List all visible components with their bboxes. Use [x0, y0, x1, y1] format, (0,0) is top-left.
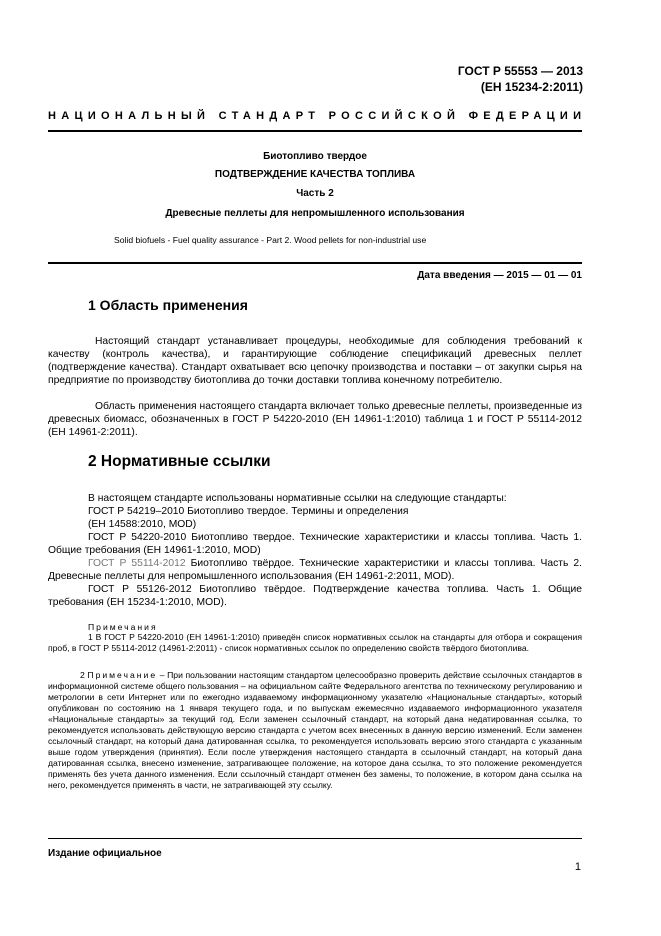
section-1-heading: 1 Область применения [88, 297, 248, 313]
standard-code [458, 63, 583, 95]
footer-rule [48, 838, 582, 839]
reference-gost-55114 [48, 557, 582, 583]
en-code: (ЕН 15234-2:2011) [480, 80, 583, 94]
title-line-2: ПОДТВЕРЖДЕНИЕ КАЧЕСТВА ТОПЛИВА [214, 169, 416, 180]
note-2 [48, 670, 582, 791]
title-line-3: Часть 2 [296, 188, 334, 199]
reference-gost-55114-code: ГОСТ Р 55114-2012 [88, 558, 186, 569]
section-1-paragraph-1: Настоящий стандарт устанавливает процедуры, необходимые для соблюдения требований к качеству (контроль качества), и гарантирующие соблюдение спецификаций древесных пеллет (подтверждение качества). Стандарт охватывает всю цепочку производства и поставки – от закупки сырья на предприятие по производству биотоплива до точки доставки топлива конечному потребителю. [48, 336, 582, 386]
official-edition: Издание официальное [48, 848, 162, 859]
title-line-4: Древесные пеллеты для непромышленного использования [165, 208, 465, 219]
notes-label: Примечания [88, 622, 158, 632]
reference-gost-55114-title: Биотопливо твёрдое. Технические характеристики и классы топлива. Часть 2. Древесные пеллеты для непромышленного использования (ЕН 14961-2:2011, MOD). [48, 558, 582, 582]
section-2-heading: 2 Нормативные ссылки [88, 453, 271, 470]
english-title: Solid biofuels - Fuel quality assurance - Part 2. Wood pellets for non-industrial use [114, 235, 427, 245]
page-number: 1 [574, 861, 581, 873]
note-1: 1 В ГОСТ Р 54220-2010 (ЕН 14961-1:2010) приведён список нормативных ссылок на стандарты для отбора и сокращения проб, в ГОСТ Р 55114-2012 (14961-2:2011) - список нормативных ссылок по определению свойств твёрдого биотоплива. [48, 632, 582, 653]
note-2-number: 2 [80, 670, 85, 680]
gost-code: ГОСТ Р 55553 — 2013 [457, 64, 583, 78]
section-1-paragraph-2: Область применения настоящего стандарта включает только древесные пеллеты, произведенные из древесных биомасс, обозначенных в ГОСТ Р 54220-2010 (ЕН 14961-1:2010) таблица 1 и ГОСТ Р 55114-2012 (ЕН 14961-2:2011). [48, 401, 582, 438]
reference-gost-55126: ГОСТ Р 55126-2012 Биотопливо твёрдое. Подтверждение качества топлива. Часть 1. Общие требования (ЕН 15234-1:2010, MOD). [48, 584, 582, 608]
reference-en-14588: (ЕН 14588:2010, MOD) [88, 519, 197, 530]
reference-gost-54220: ГОСТ Р 54220-2010 Биотопливо твердое. Технические характеристики и классы топлива. Часть 1. Общие требования (ЕН 14961-1:2010, MOD) [48, 532, 582, 556]
title-rule [48, 262, 582, 264]
references-intro: В настоящем стандарте использованы нормативные ссылки на следующие стандарты: [88, 493, 507, 504]
reference-gost-54219: ГОСТ Р 54219–2010 Биотопливо твердое. Термины и определения [88, 506, 409, 517]
note-2-label: Примечание [87, 670, 158, 680]
national-standard-title: НАЦИОНАЛЬНЫЙ СТАНДАРТ РОССИЙСКОЙ ФЕДЕРАЦИИ [48, 110, 587, 122]
title-line-1: Биотопливо твердое [263, 151, 367, 162]
introduction-date: Дата введения — 2015 — 01 — 01 [417, 270, 582, 281]
header-rule [48, 130, 582, 132]
note-2-text: – При пользовании настоящим стандартом целесообразно проверить действие ссылочных стандартов в информационной системе общего пользования – на официальном сайте Федерального агентства по техническому регулированию и метрологии в сети Интернет или по ежегодно издаваемому информационному указателю «Национальные стандарты», который опубликован по состоянию на 1 января текущего года, и по выпускам ежемесячно издаваемого информационного указателя «Национальные стандарты» за текущий год. Если заменен ссылочный стандарт, на который дана недатированная ссылка, то рекомендуется использовать действующую версию стандарта с учетом всех внесенных в данную версию изменений. Если заменен ссылочный стандарт, на который дана датированная ссылка, то рекомендуется использовать версию этого стандарта с указанным выше годом утверждения (принятия). Если после утверждения настоящего стандарта в ссылочный стандарт, на который дана датированная ссылка, внесено изменение, затрагивающее положение, на которое дана ссылка, то это положение рекомендуется применять без учета данного изменения. Если ссылочный стандарт отменен без замены, то положение, в котором дана ссылка на него, рекомендуется применять в части, не затрагивающей эту ссылку. [48, 670, 583, 790]
